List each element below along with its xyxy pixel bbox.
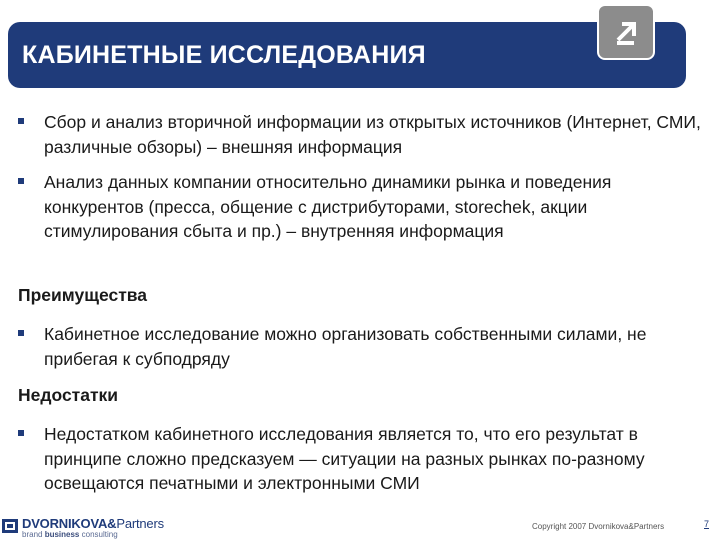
bullet-marker	[18, 430, 24, 436]
page-number: 7	[704, 519, 710, 529]
arrow-up-right-glyph	[612, 18, 640, 46]
disadvantages-heading: Недостатки	[18, 385, 119, 405]
bullet-marker	[18, 118, 24, 124]
title-bar	[8, 22, 686, 88]
bullet-text: Анализ данных компании относительно динамики рынка и поведения конкурентов (пресса, общение с дистрибуторами, storechek, акции стимулирования сбыта и пр.) – внутренняя информация	[44, 172, 612, 241]
logo-mark-icon	[2, 519, 18, 533]
bullet-marker	[18, 178, 24, 184]
bullet-text: Кабинетное исследование можно организовать собственными силами, не прибегая к субподряду	[44, 324, 647, 369]
bullet-text: Недостатком кабинетного исследования является то, что его результат в принципе сложно предсказуем — ситуации на разных рынках по-разному освещаются печатными и электронными СМИ	[44, 424, 645, 493]
slide-title: КАБИНЕТНЫЕ ИССЛЕДОВАНИЯ	[22, 40, 426, 69]
logo-tagline: brand business consulting	[22, 530, 118, 539]
logo-name: DVORNIKOVA&Partners	[22, 516, 164, 531]
bullet-marker	[18, 330, 24, 336]
bullet-text: Сбор и анализ вторичной информации из открытых источников (Интернет, СМИ, различные обзоры) – внешняя информация	[44, 112, 701, 157]
advantages-heading: Преимущества	[18, 285, 148, 305]
copyright-text: Copyright 2007 Dvornikova&Partners	[532, 522, 665, 531]
arrow-up-right-icon[interactable]	[597, 4, 655, 60]
